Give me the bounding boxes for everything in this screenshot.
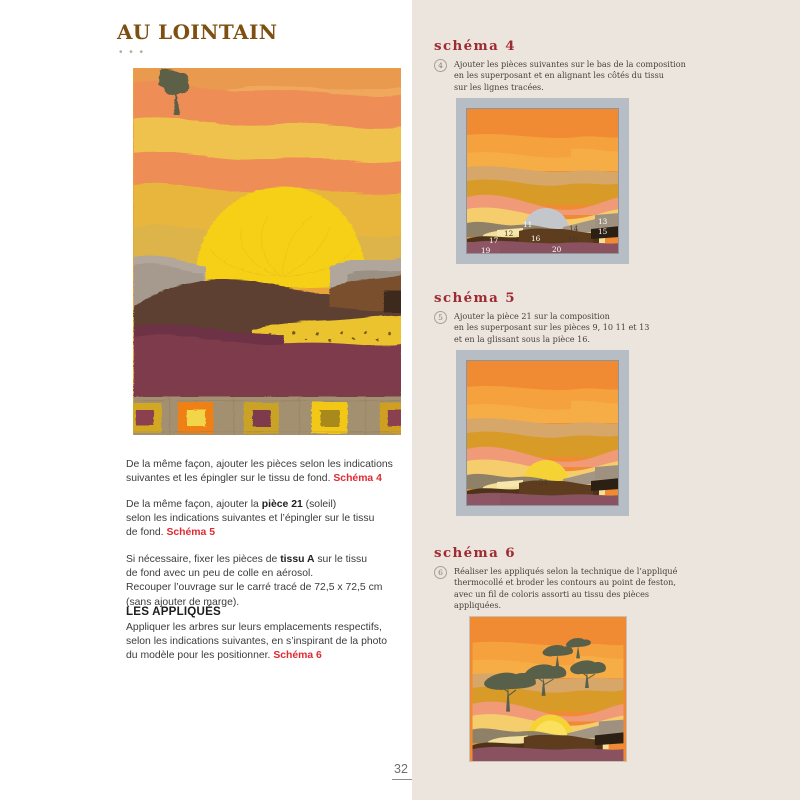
paragraph-appliques [126,621,408,664]
p4-schema-ref[interactable]: Schéma 6 [273,650,322,662]
section-heading-appliques: LES APPLIQUÉS [126,605,221,618]
page-number-rule [392,779,412,780]
schema-4-step-bullet: 4 [434,59,447,72]
s6-line2: thermocollé et broder les contours au point de feston, [454,577,676,588]
s6-line4: appliquées. [454,600,502,611]
piece-label-17: 17 [489,236,499,245]
schema-4-canvas [466,108,619,254]
schema-5-diagram [456,350,629,516]
s6-line1: Réaliser les appliqués selon la technique de l’appliqué [454,566,678,576]
p3-tail: sur le tissu [314,554,368,565]
schema-6-step-text [454,566,698,612]
p3-lead: Si nécessaire, fixer les pièces de [126,554,281,565]
s4-line2: en les superposant et en alignant les côtés du tissu [454,70,665,81]
s5-line2: en les superposant sur les pièces 9, 10 11 et 13 [454,322,650,333]
schema-4-heading: schéma 4 [434,38,516,54]
schema-6-heading: schéma 6 [434,545,516,561]
paragraph-schema5 [126,498,408,541]
p2-line2: de fond. [126,527,164,539]
p2-bold: pièce 21 [261,499,303,510]
p1-line1: De la même façon, ajouter les pièces selon les indications [126,459,393,470]
schema-5-canvas [466,360,619,506]
piece-label-11: 11 [523,220,533,229]
schema-6-diagram [466,613,630,765]
schema-5-step-text [454,311,698,345]
title-dots-ornament: • • • [119,47,146,58]
p2-line1: selon les indications suivantes et l’épingler sur le tissu [126,513,375,525]
p1-line2: suivantes et les épingler sur le tissu de fond. [126,473,331,485]
p4-line1: Appliquer les arbres sur leurs emplacements respectifs, [126,622,382,633]
page-number: 32 [394,762,408,776]
piece-label-14: 14 [569,224,579,233]
piece-label-12: 12 [504,229,514,238]
schema-5-heading: schéma 5 [434,290,516,306]
schema-6-step-bullet: 6 [434,566,447,579]
page-title: AU LOINTAIN [117,20,278,44]
paragraph-schema4 [126,458,408,486]
piece-label-21: 21 [539,478,549,487]
p2-lead: De la même façon, ajouter la [126,499,262,510]
schema-4-diagram [456,98,629,264]
piece-label-20: 20 [552,245,562,254]
piece-label-18: 18 [568,235,578,244]
s5-line1: Ajouter la pièce 21 sur la composition [454,311,610,321]
piece-label-19: 19 [481,246,491,254]
p4-line3: du modèle pour les positionner. [126,650,271,662]
s5-line3: et en la glissant sous la pièce 16. [454,333,590,344]
piece-label-16: 16 [531,234,541,243]
p2-schema-ref[interactable]: Schéma 5 [166,527,215,539]
schema-4-step-text [454,59,698,93]
s4-line1: Ajouter les pièces suivantes sur le bas de la composition [454,59,686,69]
p4-line2: selon les indications suivantes, en s’inspirant de la photo [126,636,388,648]
s6-line3: avec un fil de coloris assorti au tissu des pièces [454,588,650,599]
p3-bold: tissu A [280,554,315,565]
p3-line3: (sans ajouter de marge). [126,596,240,608]
schema-6-canvas [469,616,627,762]
p3-line1: de fond avec un peu de colle en aérosol. [126,568,314,580]
p1-schema-ref[interactable]: Schéma 4 [333,473,382,485]
piece-label-13: 13 [598,217,608,226]
paragraph-fixation [126,553,408,610]
piece-label-15: 15 [598,227,608,236]
quilt-photo [133,68,401,435]
p3-line2: Recouper l’ouvrage sur le carré tracé de 72,5 x 72,5 cm [126,582,383,594]
s4-line3: sur les lignes tracées. [454,81,544,92]
p2-tail: (soleil) [302,499,337,510]
schema-5-step-bullet: 5 [434,311,447,324]
